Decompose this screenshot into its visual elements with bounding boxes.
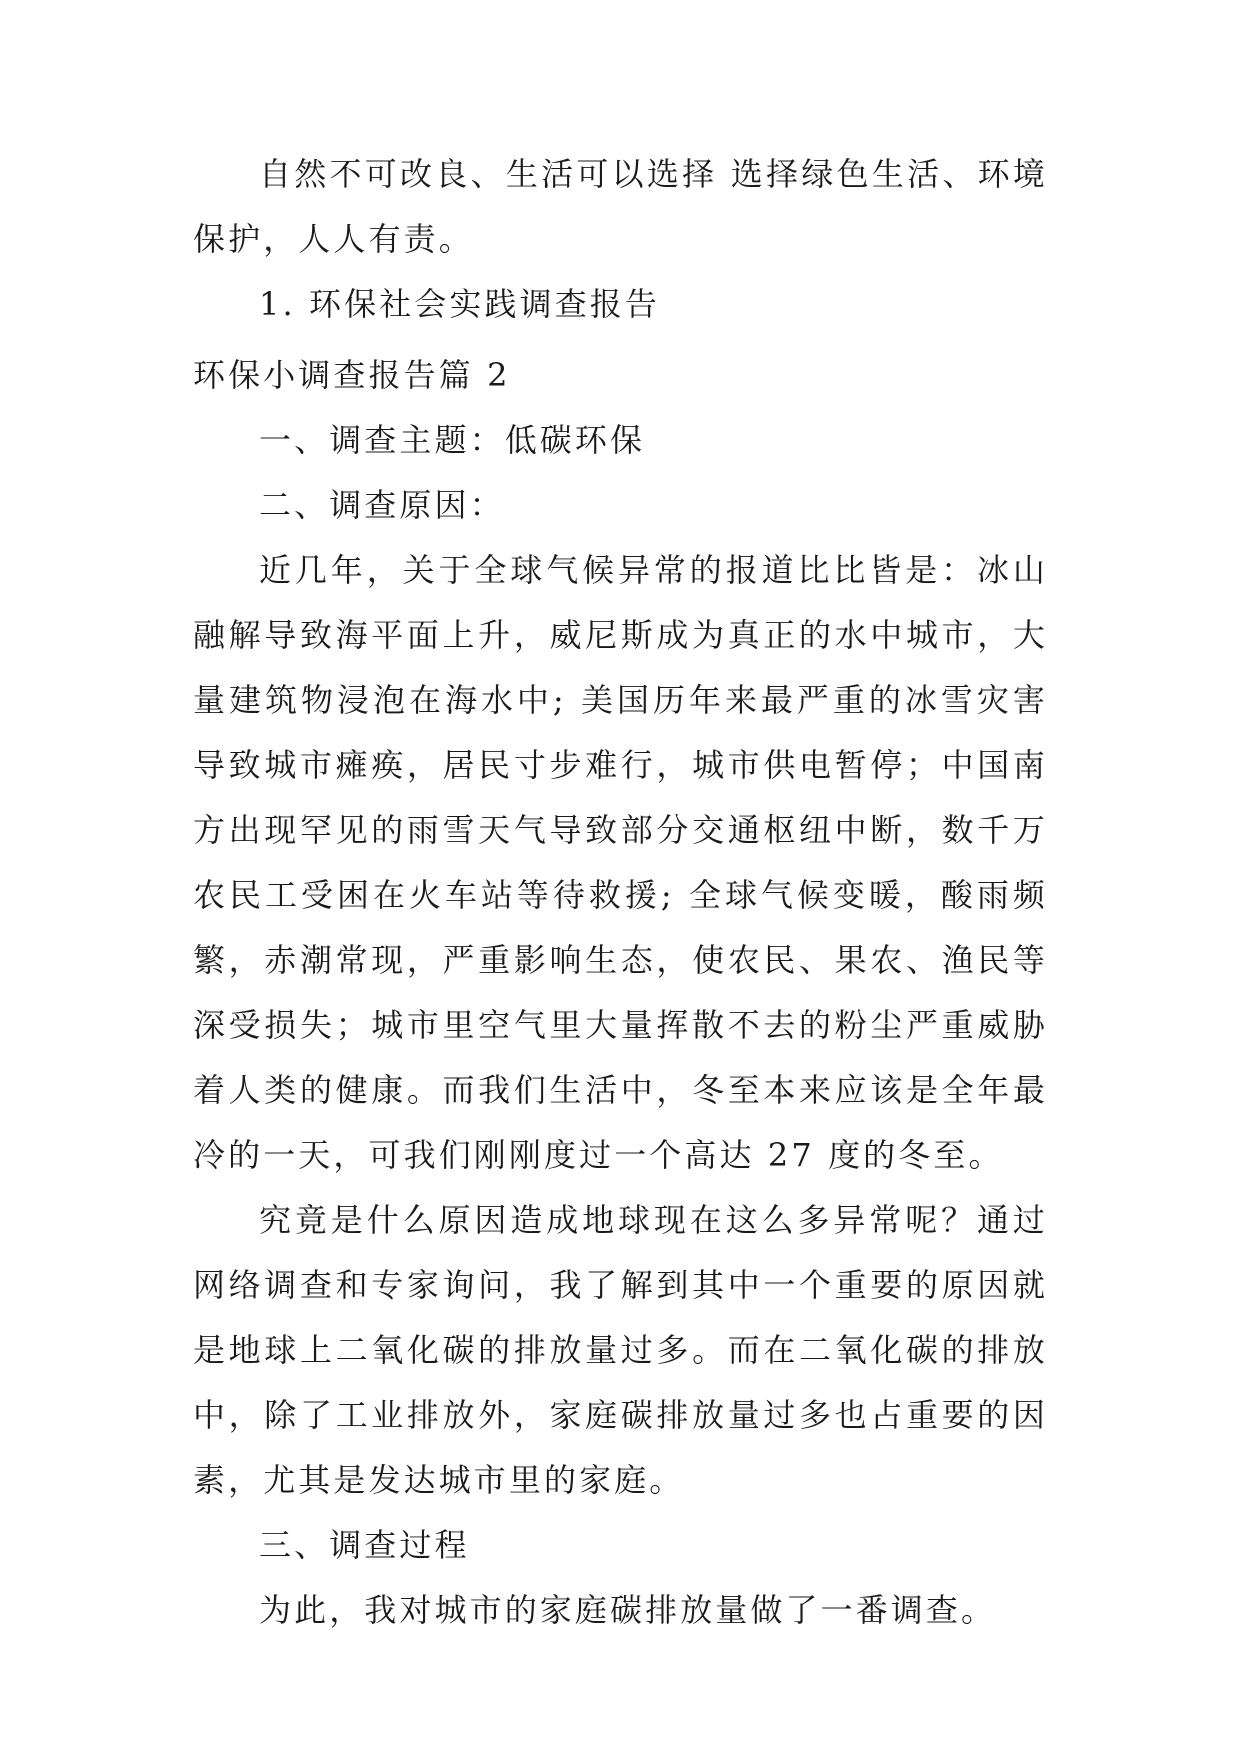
paragraph-process: 为此，我对城市的家庭碳排放量做了一番调查。 bbox=[259, 1591, 997, 1629]
intro-paragraph: 自然不可改良、生活可以选择 选择绿色生活、环境保护，人人有责。 bbox=[193, 155, 1048, 258]
report-block bbox=[193, 343, 1048, 1643]
heading-reason: 二、调查原因： bbox=[259, 486, 505, 524]
heading-topic: 一、调查主题：低碳环保 bbox=[259, 421, 646, 459]
paragraph-reason-2: 究竟是什么原因造成地球现在这么多异常呢？通过网络调查和专家询问，我了解到其中一个重要的原因就是地球上二氧化碳的排放量过多。而在二氧化碳的排放中，除了工业排放外，家庭碳排放量过多也占重要的因素，尤其是发达城市里的家庭。 bbox=[193, 1201, 1048, 1499]
heading-process: 三、调查过程 bbox=[259, 1526, 470, 1564]
section-title: 环保小调查报告篇 2 bbox=[193, 356, 511, 394]
paragraph-reason-1: 近几年，关于全球气候异常的报道比比皆是：冰山融解导致海平面上升，威尼斯成为真正的水中城市，大量建筑物浸泡在海水中; 美国历年来最严重的冰雪灾害导致城市瘫痪，居民寸步难行，城市供电暂停；中国南方出现罕见的雨雪天气导致部分交通枢纽中断，数千万农民工受困在火车站等待救援; 全球气候变暖，酸雨频繁，赤潮常现，严重影响生态，使农民、果农、渔民等深受损失；城市里空气里大量挥散不去的粉尘严重威胁着人类的健康。而我们生活中，冬至本来应该是全年最冷的一天，可我们刚刚度过一个高达 27 度的冬至。 bbox=[193, 551, 1048, 1174]
intro-block bbox=[193, 142, 1048, 337]
list-item: 1. 环保社会实践调查报告 bbox=[259, 285, 661, 323]
